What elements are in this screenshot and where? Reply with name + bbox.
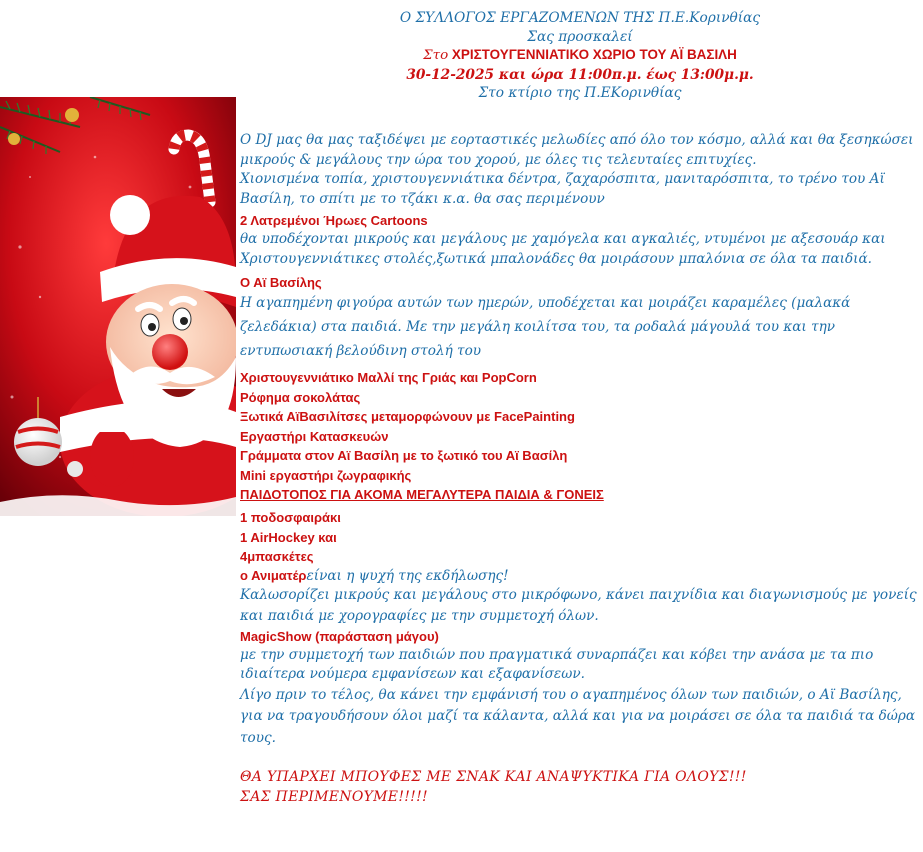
closing-message: ΣΑΣ ΠΕΡΙΜΕΝΟΥΜΕ!!!!! — [240, 789, 428, 805]
magicshow-heading: MagicShow (παράσταση μάγου) — [240, 629, 439, 644]
santa-text-line-2: ζελεδάκια) στα παιδιά. Με την μεγάλη κοιλίτσα του, τα ροδαλά μάγουλά του και την — [240, 319, 835, 335]
buffet-notice: ΘΑ ΥΠΑΡΧΕΙ ΜΠΟΥΦΕΣ ΜΕ ΣΝΑΚ ΚΑΙ ΑΝΑΨΥΚΤΙΚΑ ΓΙΑ ΟΛΟΥΣ!!! — [240, 769, 747, 785]
finale-text-line-3: τους. — [240, 730, 276, 746]
magicshow-text-line-1: με την συμμετοχή των παιδιών που πραγματικά συναρπάζει και κόβει την ανάσα με τα πιο — [240, 647, 874, 663]
activity-item: Mini εργαστήρι ζωγραφικής — [240, 467, 412, 483]
activity-item: Ρόφημα σοκολάτας — [240, 389, 361, 405]
santa-heading: Ο Αϊ Βασίλης — [240, 275, 322, 290]
header-location: Στο κτίριο της Π.ΕΚορινθίας — [478, 85, 682, 101]
dj-text-line-1: Ο DJ μας θα μας ταξιδέψει με εορταστικές μελωδίες από όλο τον κόσμο, αλλά και θα ξεσηκώσει — [240, 132, 914, 148]
finale-text-line-1: Λίγο πριν το τέλος, θα κάνει την εμφάνισή του ο αγαπημένος όλων των παιδιών, ο Αϊ Βασίλης, — [240, 687, 902, 703]
activity-item: Ξωτικά ΑϊΒασιλίτσες μεταμορφώνουν με FacePainting — [240, 409, 575, 424]
dj-text-line-2: μικρούς & μεγάλους την ώρα του χορού, με όλες τις τελευταίες επιτυχίες. — [240, 151, 757, 168]
santa-illustration — [0, 97, 236, 516]
decor-text-line-1: Χιονισμένα τοπία, χριστουγεννιάτικα δέντρα, ζαχαρόσπιτα, μανιταρόσπιτα, το τρένο του Αϊ — [240, 171, 885, 187]
santa-text-line-3: εντυπωσιακή βελούδινη στολή του — [240, 343, 482, 359]
header-date-time: 30-12-2025 και ώρα 11:00π.μ. έως 13:00μ.μ. — [406, 66, 754, 83]
animator-text: είναι η ψυχή της εκδήλωσης! — [306, 568, 509, 584]
activity-item: Χριστουγεννιάτικο Μαλλί της Γριάς και PopCorn — [240, 370, 537, 385]
animator-desc-line-2: και παιδιά με χορογραφίες με την συμμετοχή όλων. — [240, 608, 599, 624]
cartoon-heroes-heading: 2 Λατρεμένοι Ήρωες Cartoons — [240, 213, 428, 228]
game-item: 1 AirHockey και — [240, 529, 337, 545]
header-event-name: ΧΡΙΣΤΟΥΓΕΝΝΙΑΤΙΚΟ ΧΩΡΙΟ ΤΟΥ ΑΪ ΒΑΣΙΛΗ — [448, 47, 737, 62]
game-item: 4μπασκέτες — [240, 549, 314, 564]
magicshow-text-line-2: ιδιαίτερα νούμερα εμφανίσεων και εξαφανίσεων. — [240, 666, 585, 682]
activity-item: Γράμματα στον Αϊ Βασίλη με το ξωτικό του Αϊ Βασίλη — [240, 448, 568, 463]
header-event-prefix: Στο — [423, 48, 449, 63]
santa-text-line-1: Η αγαπημένη φιγούρα αυτών των ημερών, υποδέχεται και μοιράζει καραμέλες (μαλακά — [240, 295, 851, 311]
header-event-title — [230, 46, 923, 66]
playground-heading: ΠΑΙΔΟΤΟΠΟΣ ΓΙΑ ΑΚΟΜΑ ΜΕΓΑΛΥΤΕΡΑ ΠΑΙΔΙΑ & ΓΟΝΕΙΣ — [240, 487, 604, 502]
finale-text-line-2: για να τραγουδήσουν όλοι μαζί τα κάλαντα, αλλά και για να μοιράσει σε όλα τα παιδιά τα δώρα — [240, 708, 916, 724]
cartoon-heroes-text-line-1: θα υποδέχονται μικρούς και μεγάλους με χαμόγελα και αγκαλιές, ντυμένοι με αξεσουάρ και — [240, 231, 886, 247]
activity-item: Εργαστήρι Κατασκευών — [240, 428, 389, 444]
header-invites: Σας προσκαλεί — [527, 28, 633, 45]
animator-label: ο Ανιματέρ — [240, 568, 307, 583]
invitation-header — [230, 9, 923, 103]
santa-illustration-svg — [0, 97, 236, 516]
game-item: 1 ποδοσφαιράκι — [240, 510, 341, 525]
animator-desc-line-1: Καλωσορίζει μικρούς και μεγάλους στο μικρόφωνο, κάνει παιχνίδια και διαγωνισμούς με γονείς — [240, 587, 917, 603]
cartoon-heroes-text-line-2: Χριστουγεννιάτικες στολές,ξωτικά μπαλονάδες θα μοιράσουν μπαλόνια σε όλα τα παιδιά. — [240, 251, 873, 267]
animator-line — [240, 568, 509, 584]
decor-text-line-2: Βασίλη, το σπίτι με το τζάκι κ.α. θα σας περιμένουν — [240, 190, 605, 207]
header-organizer: Ο ΣΥΛΛΟΓΟΣ ΕΡΓΑΖΟΜΕΝΩΝ ΤΗΣ Π.Ε.Κορινθίας — [399, 10, 761, 26]
